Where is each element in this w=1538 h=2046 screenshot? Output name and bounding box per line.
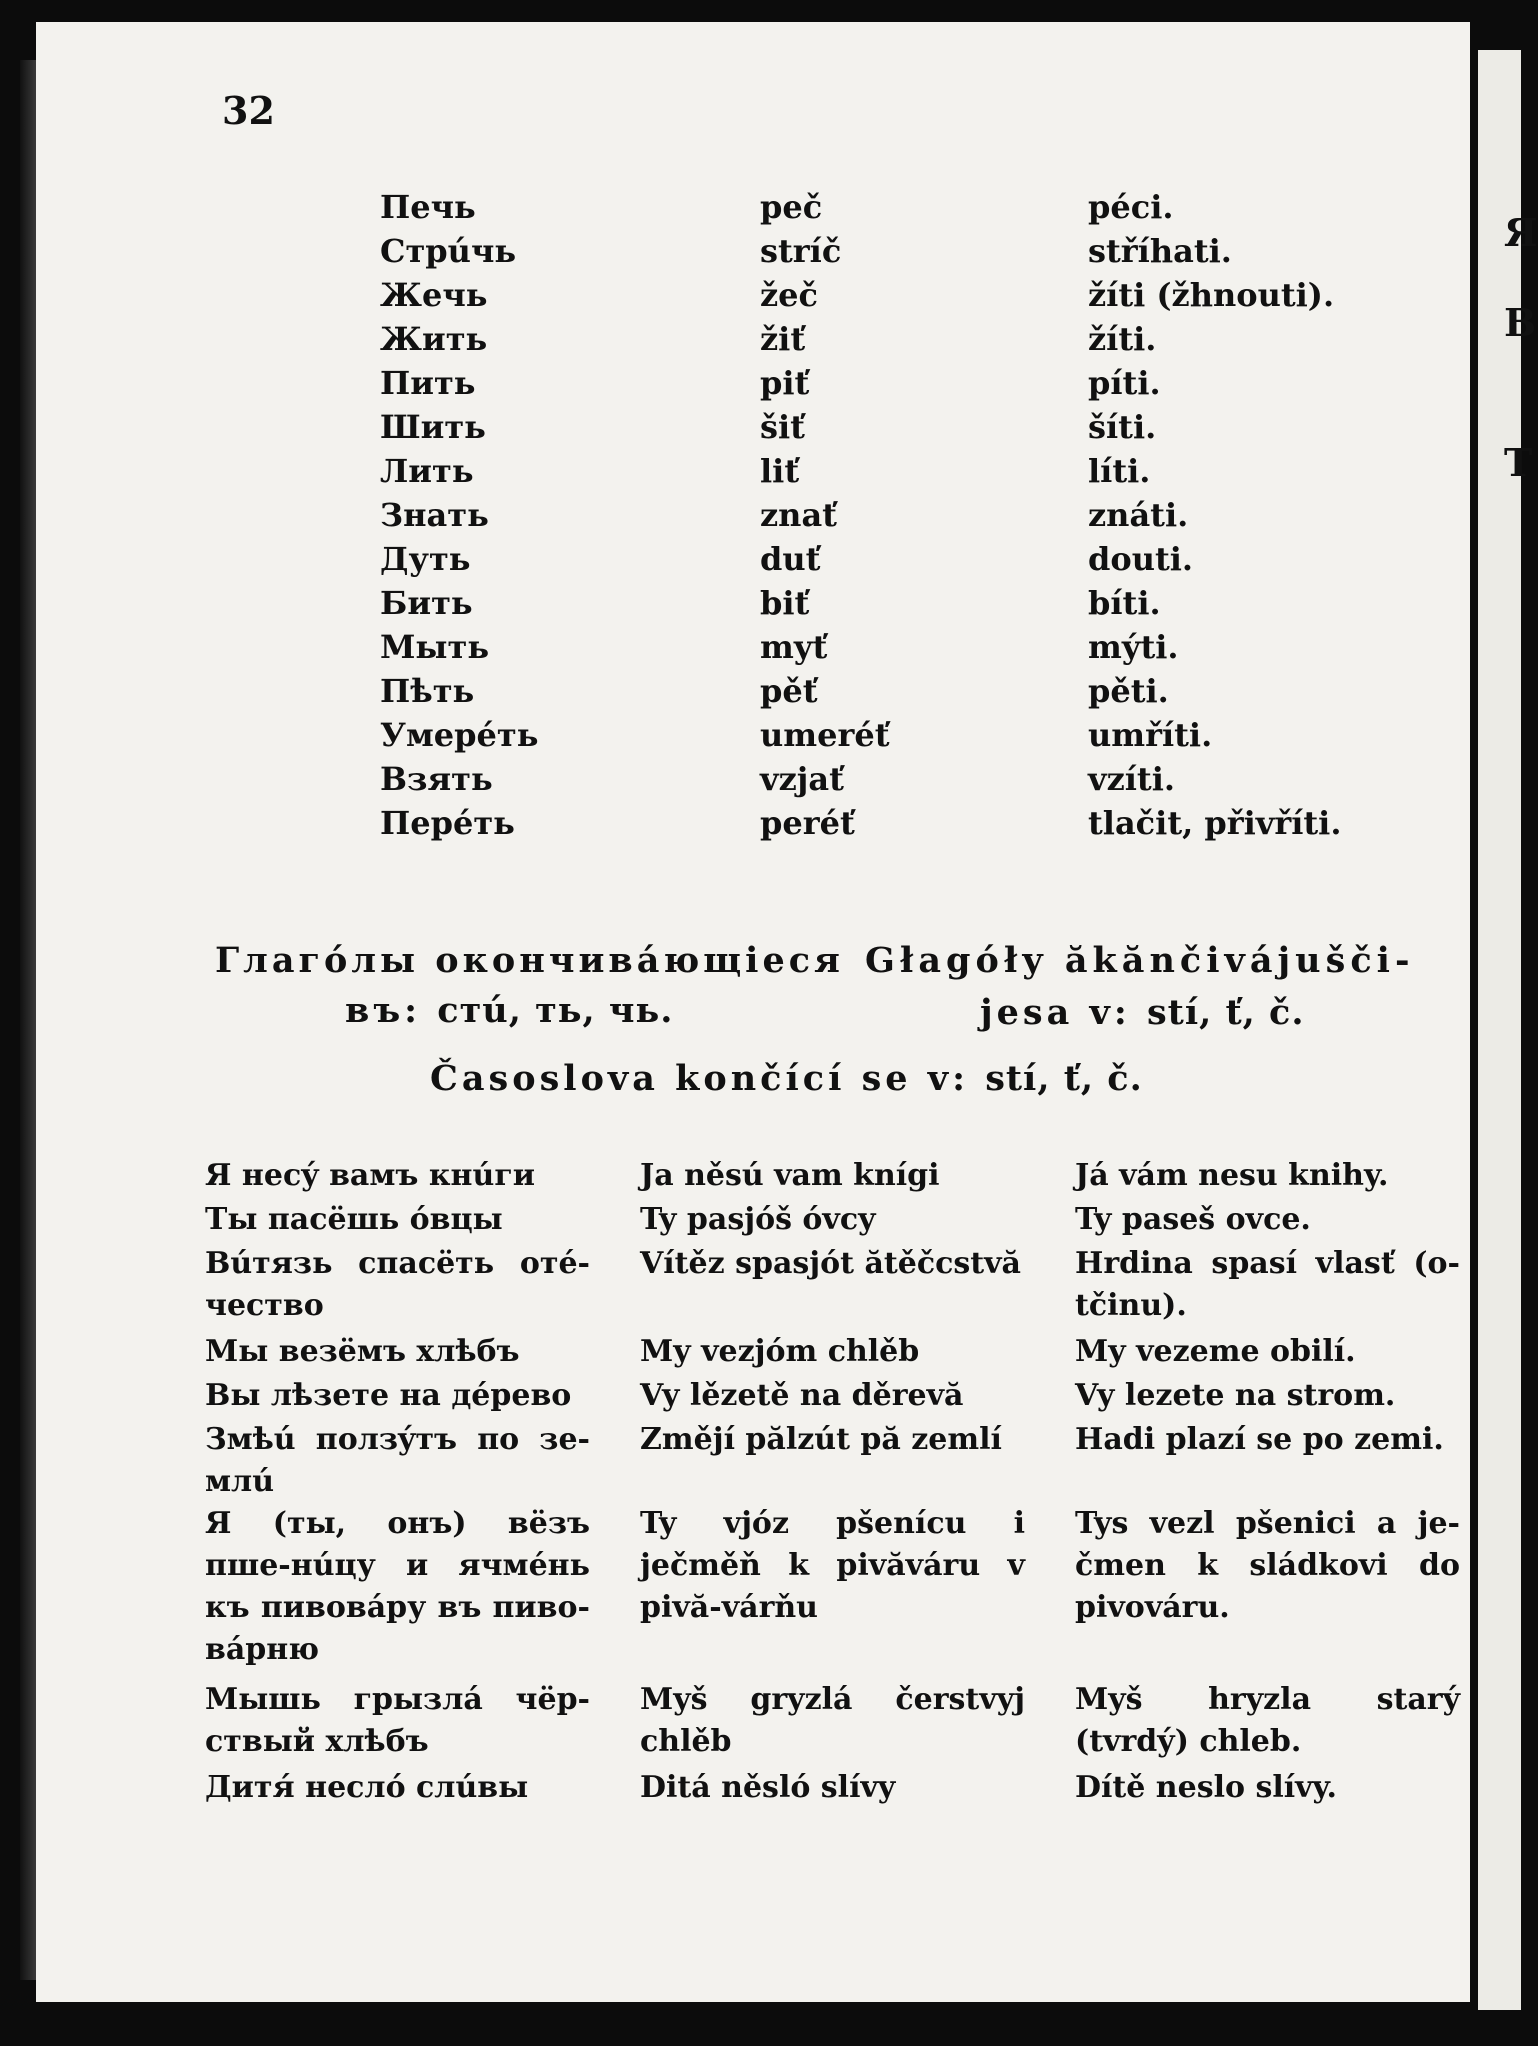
word-ru: Лить	[380, 452, 474, 490]
example-tr: Ja něsú vam knígi	[640, 1158, 940, 1193]
heading-czech	[430, 1058, 1143, 1099]
examples-czech	[1075, 1155, 1460, 1811]
word-cz: žíti (žhnouti).	[1088, 276, 1335, 314]
heading-czech-prefix: Časoslova končící se v:	[430, 1058, 969, 1099]
word-cz: péci.	[1088, 188, 1174, 226]
word-cz: znáti.	[1088, 496, 1189, 534]
heading-transliteration-endings: stí, ť, č.	[1146, 992, 1305, 1033]
heading-transliteration-prefix: jesa v:	[980, 992, 1131, 1033]
word-ru: Шить	[380, 408, 486, 446]
heading-transliteration-line1: Głagóły ăkănčivájuščі-	[865, 940, 1415, 981]
example-tr: Změjí pălzút pă zemlí	[640, 1422, 1002, 1457]
example-tr: Ditá něsló slívy	[640, 1770, 896, 1805]
example-cz: Tys vezl pšenici a je-čmen k sládkovi do pivováru.	[1075, 1506, 1460, 1625]
word-ru: Жить	[380, 320, 488, 358]
word-tr: peč	[760, 188, 823, 226]
word-cz: pěti.	[1088, 672, 1169, 710]
page-number: 32	[222, 88, 275, 133]
word-ru: Перéть	[380, 804, 515, 842]
word-list-czech	[1088, 185, 1341, 845]
word-tr: piť	[760, 364, 810, 402]
example-ru: Мышь грызлá чёр-ствый хлѣбъ	[205, 1682, 590, 1759]
example-ru: Ты пасёшь óвцы	[205, 1202, 503, 1237]
example-ru: Змѣú ползýтъ по зе-млú	[205, 1422, 590, 1499]
edge-glyph: Т	[1504, 440, 1533, 485]
word-ru: Стрúчь	[380, 232, 517, 270]
word-cz: mýti.	[1088, 628, 1179, 666]
word-list-russian	[380, 185, 538, 845]
example-ru: Я (ты, онъ) вёзъ пше-нúцу и ячмéнь къ пивовáру въ пиво-вáрню	[205, 1506, 590, 1667]
example-tr: Myš gryzlá čerstvyj chlěb	[640, 1682, 1025, 1759]
word-ru: Пѣть	[380, 672, 475, 710]
example-cz: Dítě neslo slívy.	[1075, 1770, 1337, 1805]
heading-russian-line2	[345, 990, 673, 1031]
example-cz: Hadi plazí se po zemi.	[1075, 1422, 1444, 1457]
word-cz: píti.	[1088, 364, 1161, 402]
example-cz: Myš hryzla starý (tvrdý) chleb.	[1075, 1682, 1460, 1759]
word-ru: Бить	[380, 584, 473, 622]
word-tr: liť	[760, 452, 800, 490]
word-ru: Дуть	[380, 540, 471, 578]
word-tr: umeréť	[760, 716, 890, 754]
heading-russian-prefix: въ:	[345, 990, 422, 1031]
word-ru: Умерéть	[380, 716, 539, 754]
heading-russian-line1: Глагóлы окончивáющiеся	[215, 940, 844, 981]
example-cz: Hrdina spasí vlasť (o-tčinu).	[1075, 1246, 1460, 1323]
example-ru: Дитя́ неслó слúвы	[205, 1770, 529, 1805]
example-tr: Ty pasjóš óvcy	[640, 1202, 876, 1237]
example-ru: Вы лѣзете на дéрево	[205, 1378, 572, 1413]
example-cz: Já vám nesu knihy.	[1075, 1158, 1389, 1193]
word-tr: žeč	[760, 276, 819, 314]
example-tr: Vítěz spasjót ătěčcstvă	[640, 1246, 1021, 1281]
word-ru: Пить	[380, 364, 476, 402]
word-ru: Мыть	[380, 628, 490, 666]
word-tr: pěť	[760, 672, 818, 710]
word-tr: žiť	[760, 320, 806, 358]
edge-glyph: Я	[1504, 210, 1538, 255]
word-cz: žíti.	[1088, 320, 1157, 358]
word-cz: stříhati.	[1088, 232, 1232, 270]
example-tr: My vezjóm chlěb	[640, 1334, 920, 1369]
example-cz: Vy lezete na strom.	[1075, 1378, 1396, 1413]
examples-transliteration	[640, 1155, 1025, 1811]
example-tr: Ty vjóz pšenícu i ječměň k pivăváru v pivă-várňu	[640, 1506, 1025, 1625]
word-tr: vzjať	[760, 760, 844, 798]
word-tr: peréť	[760, 804, 855, 842]
word-tr: šiť	[760, 408, 805, 446]
example-tr: Vy lězetě na děrevă	[640, 1378, 964, 1413]
word-cz: umříti.	[1088, 716, 1213, 754]
word-tr: stríč	[760, 232, 842, 270]
word-cz: vzíti.	[1088, 760, 1175, 798]
example-ru: Мы везёмъ хлѣбъ	[205, 1334, 520, 1369]
word-cz: bíti.	[1088, 584, 1161, 622]
example-cz: Ty paseš ovce.	[1075, 1202, 1311, 1237]
word-tr: znať	[760, 496, 837, 534]
word-list-transliteration	[760, 185, 889, 845]
heading-russian-endings: стú, ть, чь.	[437, 990, 674, 1031]
book-spine-shadow	[20, 60, 36, 1980]
word-ru: Жечь	[380, 276, 488, 314]
word-tr: duť	[760, 540, 821, 578]
examples-russian	[205, 1155, 590, 1811]
word-ru: Знать	[380, 496, 489, 534]
word-ru: Печь	[380, 188, 476, 226]
example-ru: Вúтязь спасёть отé-чество	[205, 1246, 590, 1323]
facing-page-edge	[1478, 50, 1538, 2010]
word-cz: šíti.	[1088, 408, 1157, 446]
word-cz: tlačit, přivříti.	[1088, 804, 1342, 842]
word-cz: líti.	[1088, 452, 1151, 490]
word-cz: douti.	[1088, 540, 1194, 578]
heading-transliteration-line2	[980, 992, 1305, 1033]
example-ru: Я несý вамъ кнúги	[205, 1158, 535, 1193]
edge-glyph: В	[1504, 300, 1537, 345]
example-cz: My vezeme obilí.	[1075, 1334, 1356, 1369]
word-tr: biť	[760, 584, 810, 622]
heading-czech-endings: stí, ť, č.	[985, 1058, 1143, 1099]
word-tr: myť	[760, 628, 828, 666]
word-ru: Взять	[380, 760, 493, 798]
